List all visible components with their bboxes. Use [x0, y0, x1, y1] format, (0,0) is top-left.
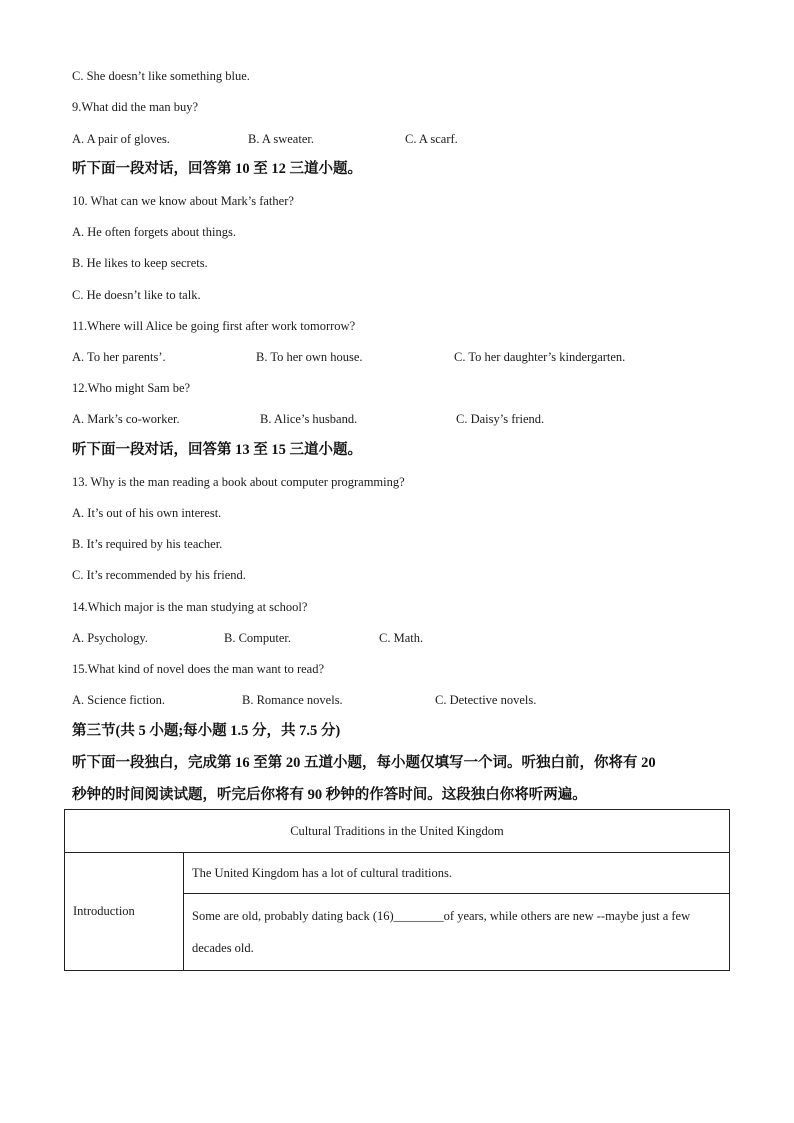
option-a: A. A pair of gloves.: [72, 132, 170, 146]
option-b: B. Alice’s husband.: [260, 412, 358, 426]
q12-question: 12.Who might Sam be?: [72, 381, 191, 395]
q11-question: 11.Where will Alice be going first after work tomorrow?: [72, 319, 356, 333]
part3-instruction-line2: 秒钟的时间阅读试题，听完后你将有 90 秒钟的作答时间。这段独白你将听两遍。: [72, 787, 587, 803]
q10-option-a: A. He often forgets about things.: [72, 225, 236, 239]
q13-option-a: A. It’s out of his own interest.: [72, 506, 222, 520]
table-cell-intro-2: Some are old, probably dating back (16)________of years, while others are new --maybe just a few decades old.: [184, 894, 730, 971]
q13-option-c: C. It’s recommended by his friend.: [72, 568, 246, 582]
q10-option-b: B. He likes to keep secrets.: [72, 256, 208, 270]
option-c: C. A scarf.: [405, 132, 458, 146]
table-row-label: Introduction: [65, 853, 184, 971]
part3-instruction-line1: 听下面一段独白，完成第 16 至第 20 五道小题，每小题仅填写一个词。听独白前，你将有 20: [72, 755, 656, 771]
table-caption: Cultural Traditions in the United Kingdom: [65, 810, 730, 853]
q13-question: 13. Why is the man reading a book about computer programming?: [72, 475, 405, 489]
option-b: B. Romance novels.: [242, 693, 343, 707]
section-heading-10-12: 听下面一段对话，回答第 10 至 12 三道小题。: [72, 161, 362, 177]
q15-question: 15.What kind of novel does the man want to read?: [72, 662, 325, 676]
option-b: B. Computer.: [224, 631, 292, 645]
option-c: C. Math.: [379, 631, 424, 645]
q9-question: 9.What did the man buy?: [72, 100, 199, 114]
q13-option-b: B. It’s required by his teacher.: [72, 537, 223, 551]
option-c: C. Detective novels.: [435, 693, 537, 707]
q14-question: 14.Which major is the man studying at school?: [72, 600, 308, 614]
option-a: A. Psychology.: [72, 631, 148, 645]
section-heading-13-15: 听下面一段对话，回答第 13 至 15 三道小题。: [72, 442, 362, 458]
q10-question: 10. What can we know about Mark’s father?: [72, 194, 294, 208]
q10-option-c: C. He doesn’t like to talk.: [72, 288, 201, 302]
cultural-traditions-table: [64, 809, 730, 971]
option-c: C. Daisy’s friend.: [456, 412, 545, 426]
part3-title: 第三节(共 5 小题;每小题 1.5 分，共 7.5 分): [72, 723, 341, 739]
table-cell-intro-1: The United Kingdom has a lot of cultural traditions.: [184, 853, 730, 894]
option-a: A. Science fiction.: [72, 693, 166, 707]
option-a: A. Mark’s co-worker.: [72, 412, 180, 426]
q8-option-c: C. She doesn’t like something blue.: [72, 69, 250, 83]
option-a: A. To her parents’.: [72, 350, 166, 364]
option-c: C. To her daughter’s kindergarten.: [454, 350, 626, 364]
option-b: B. To her own house.: [256, 350, 363, 364]
option-b: B. A sweater.: [248, 132, 314, 146]
